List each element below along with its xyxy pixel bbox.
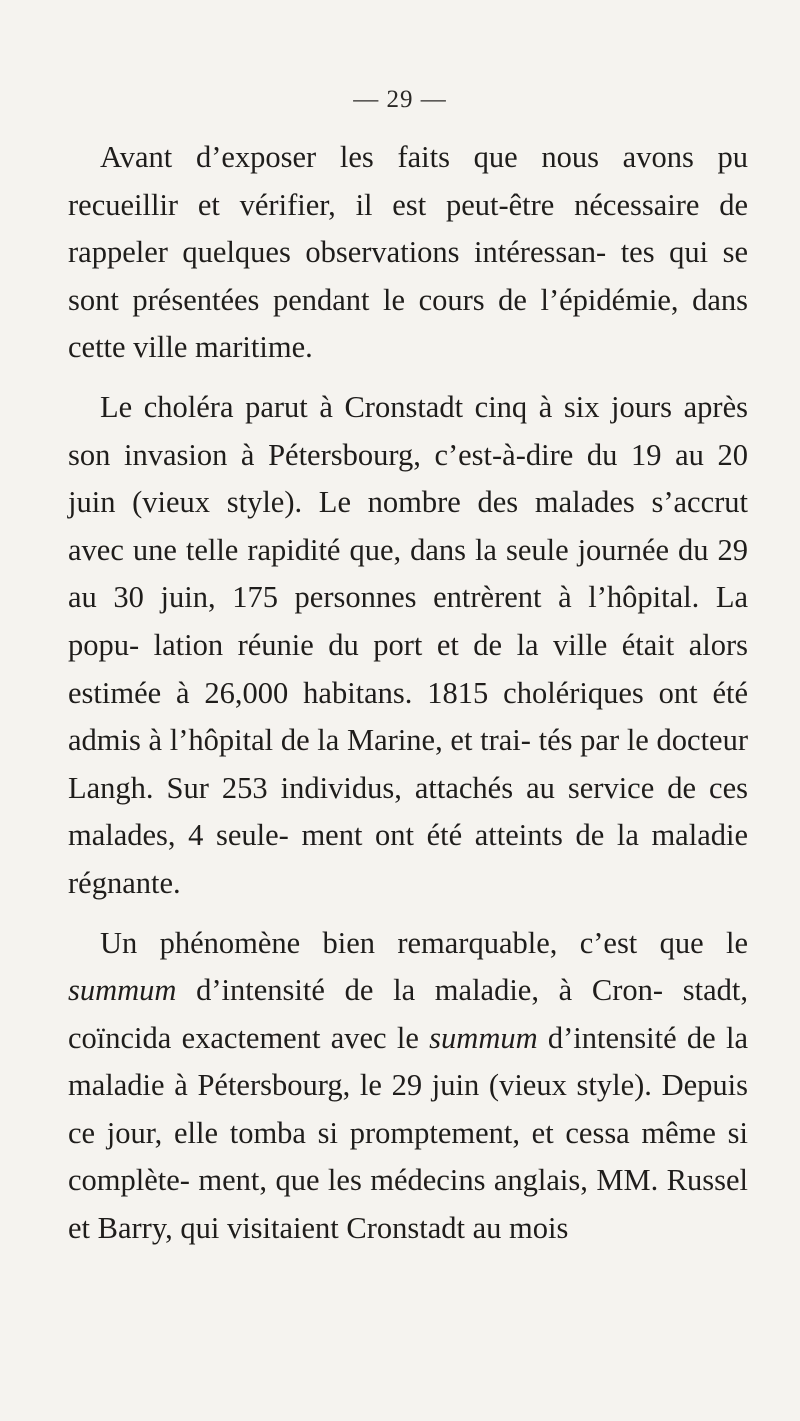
body-text <box>68 134 748 1253</box>
summum-italic-2: summum <box>429 1020 538 1055</box>
page-number: — 29 — <box>353 86 447 113</box>
paragraph-3 <box>68 920 748 1253</box>
paragraph-3-text-3: d’intensité de la maladie à Pétersbourg, le 29 juin (vieux style). Depuis ce jour, elle tomba si promptement, et cessa même si complète- ment, que les médecins anglais, MM. Russel et Barry, qui visitaient Cronstadt au mois <box>68 1020 749 1246</box>
paragraph-3-text-1: Un phénomène bien remarquable, c’est que le <box>100 925 748 960</box>
summum-italic-1: summum <box>68 973 177 1008</box>
paragraph-3-text-2: d’intensité de la maladie, à Cron- stadt, coïncida exactement avec le <box>68 973 748 1055</box>
paragraph-2: Le choléra parut à Cronstadt cinq à six jours après son invasion à Pétersbourg, c’est-à-dire du 19 au 20 juin (vieux style). Le nombre des malades s’accrut avec une telle rapidité que, dans la seule journée du 29 au 30 juin, 175 personnes entrèrent à l’hôpital. La popu- lation réunie du port et de la ville était alors estimée à 26,000 habitans. 1815 cholériques ont été admis à l’hôpital de la Marine, et trai- tés par le docteur Langh. Sur 253 individus, attachés au service de ces malades, 4 seule- ment ont été atteints de la maladie régnante. <box>68 389 748 900</box>
paragraph-1: Avant d’exposer les faits que nous avons pu recueillir et vérifier, il est peut-être nécessaire de rappeler quelques observations intéressan- tes qui se sont présentées pendant le cours de l’épidémie, dans cette ville maritime. <box>68 140 748 365</box>
